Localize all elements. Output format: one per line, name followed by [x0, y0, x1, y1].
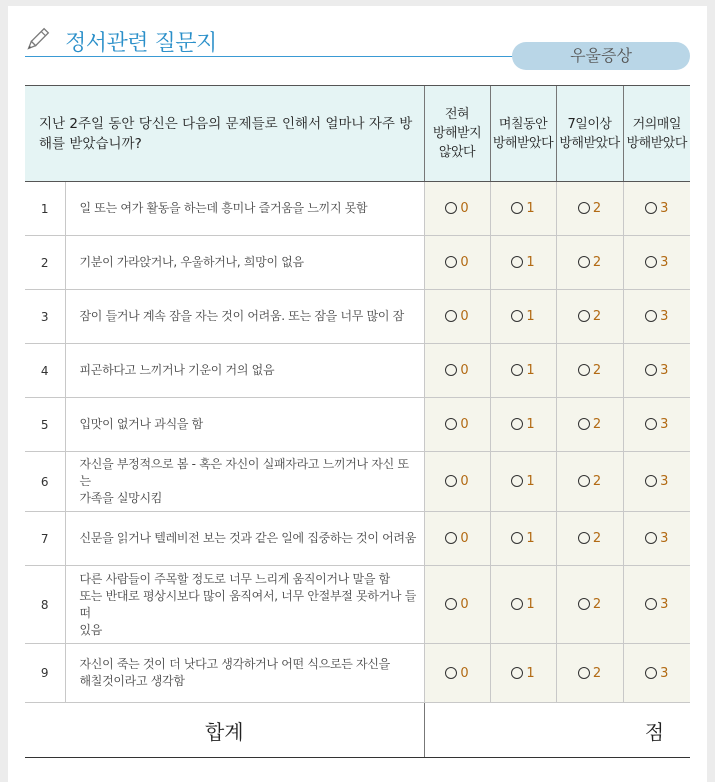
option-score: 1: [526, 531, 535, 546]
radio-circle-icon[interactable]: [578, 598, 590, 610]
option-score: 1: [526, 417, 535, 432]
question-text-line: 또는 반대로 평상시보다 많이 움직여서, 너무 안절부절 못하거나 들떠: [79, 588, 417, 620]
answer-option-0[interactable]: [424, 182, 490, 236]
question-text-line: 다른 사람들이 주목할 정도로 너무 느리게 움직이거나 말을 함: [79, 571, 390, 586]
question-text-line: 신문을 읽거나 텔레비전 보는 것과 같은 일에 집중하는 것이 어려움: [79, 531, 417, 545]
option-header-3: [623, 86, 690, 182]
radio-circle-icon[interactable]: [645, 364, 657, 376]
answer-option-2[interactable]: [556, 344, 623, 398]
question-number: 1: [25, 182, 65, 236]
option-score: 2: [592, 309, 602, 324]
option-header-line: 전혀: [444, 107, 470, 122]
radio-circle-icon[interactable]: [645, 667, 657, 679]
radio-circle-icon[interactable]: [578, 364, 590, 376]
answer-option-0[interactable]: [424, 344, 490, 398]
question-number: 8: [25, 566, 65, 644]
question-number: 9: [25, 644, 65, 703]
radio-circle-icon[interactable]: [578, 256, 590, 268]
question-number: 4: [25, 344, 65, 398]
answer-option-2[interactable]: [556, 512, 623, 566]
question-header: 지난 2주일 동안 당신은 다음의 문제들로 인해서 얼마나 자주 방해를 받았습니까?: [25, 86, 424, 182]
option-score: 0: [460, 417, 469, 432]
option-score: 1: [526, 597, 535, 612]
option-score: 2: [592, 597, 602, 612]
radio-circle-icon[interactable]: [645, 202, 657, 214]
answer-option-0[interactable]: [424, 290, 490, 344]
answer-option-1[interactable]: [490, 644, 556, 703]
radio-circle-icon[interactable]: [645, 532, 657, 544]
option-score: 3: [660, 255, 669, 270]
option-score: 2: [592, 531, 602, 546]
option-score: 0: [460, 474, 469, 489]
question-row: [25, 398, 690, 452]
option-header-line: 방해받지: [432, 126, 482, 141]
answer-option-1[interactable]: [490, 452, 556, 512]
answer-option-3[interactable]: [623, 290, 690, 344]
question-row: [25, 290, 690, 344]
radio-circle-icon[interactable]: [511, 364, 523, 376]
question-row: [25, 452, 690, 512]
option-score: 3: [660, 474, 669, 489]
answer-option-0[interactable]: [424, 398, 490, 452]
option-score: 1: [526, 255, 535, 270]
radio-circle-icon[interactable]: [511, 532, 523, 544]
option-header-0: [424, 86, 490, 182]
question-text: [65, 452, 424, 512]
radio-circle-icon[interactable]: [445, 202, 457, 214]
radio-circle-icon[interactable]: [578, 418, 590, 430]
answer-option-2[interactable]: [556, 644, 623, 703]
answer-option-1[interactable]: [490, 512, 556, 566]
answer-option-3[interactable]: [623, 182, 690, 236]
question-text-line: 일 또는 여가 활동을 하는데 흥미나 즐거움을 느끼지 못함: [79, 201, 368, 215]
question-text: [65, 398, 424, 452]
question-text-line: 잠이 들거나 계속 잠을 자는 것이 어려움. 또는 잠을 너무 많이 잠: [79, 309, 404, 323]
option-header-line: 방해받았다: [559, 135, 620, 151]
score-unit: 점: [644, 719, 665, 744]
answer-option-2[interactable]: [556, 182, 623, 236]
question-text-line: 해칠것이라고 생각함: [79, 674, 185, 688]
radio-circle-icon[interactable]: [645, 256, 657, 268]
answer-option-0[interactable]: [424, 236, 490, 290]
answer-option-3[interactable]: [623, 644, 690, 703]
question-row: [25, 566, 690, 644]
option-score: 3: [660, 201, 669, 216]
radio-circle-icon[interactable]: [511, 475, 523, 487]
question-text: [65, 236, 424, 290]
option-score: 3: [660, 531, 669, 546]
question-row: [25, 644, 690, 703]
radio-circle-icon[interactable]: [445, 310, 457, 322]
option-score: 1: [526, 474, 535, 489]
title-underline: [25, 56, 525, 57]
answer-option-2[interactable]: [556, 566, 623, 644]
question-text: [65, 512, 424, 566]
option-score: 2: [592, 665, 602, 681]
option-score: 3: [660, 597, 669, 612]
option-score: 3: [660, 363, 669, 378]
option-score: 2: [592, 255, 602, 270]
radio-circle-icon[interactable]: [578, 475, 590, 487]
radio-circle-icon[interactable]: [445, 364, 457, 376]
option-score: 0: [460, 255, 469, 270]
radio-circle-icon[interactable]: [445, 475, 457, 487]
question-text-line: 있음: [79, 622, 103, 637]
question-text-line: 가족을 실망시킴: [79, 491, 163, 505]
option-score: 3: [660, 665, 669, 681]
questionnaire-table: [25, 85, 690, 758]
option-score: 1: [526, 363, 535, 378]
option-score: 3: [660, 309, 669, 324]
option-header-line: 방해받았다: [492, 135, 554, 151]
option-header-line: 7일이상: [567, 116, 612, 132]
option-score: 1: [526, 309, 535, 324]
radio-circle-icon[interactable]: [578, 310, 590, 322]
radio-circle-icon[interactable]: [445, 598, 457, 610]
question-text-line: 자신을 부정적으로 봄 - 혹은 자신이 실패자라고 느끼거나 자신 또는: [79, 457, 409, 488]
option-score: 2: [592, 201, 602, 216]
answer-option-0[interactable]: [424, 644, 490, 703]
radio-circle-icon[interactable]: [511, 256, 523, 268]
option-header-line: 며칠동안: [498, 116, 548, 132]
total-label: 합계: [25, 703, 424, 758]
option-score: 2: [592, 363, 602, 378]
question-text: [65, 344, 424, 398]
radio-circle-icon[interactable]: [445, 532, 457, 544]
option-header-1: [490, 86, 556, 182]
question-text-line: 피곤하다고 느끼거나 기운이 거의 없음: [79, 363, 275, 377]
answer-option-0[interactable]: [424, 512, 490, 566]
option-score: 2: [592, 474, 602, 489]
answer-option-2[interactable]: [556, 452, 623, 512]
radio-circle-icon[interactable]: [445, 256, 457, 268]
option-score: 1: [526, 665, 535, 681]
answer-option-2[interactable]: [556, 290, 623, 344]
option-score: 0: [460, 201, 469, 216]
answer-option-3[interactable]: [623, 344, 690, 398]
radio-circle-icon[interactable]: [511, 310, 523, 322]
option-score: 2: [592, 417, 602, 432]
answer-option-1[interactable]: [490, 398, 556, 452]
answer-option-1[interactable]: [490, 182, 556, 236]
radio-circle-icon[interactable]: [445, 418, 457, 430]
radio-circle-icon[interactable]: [645, 418, 657, 430]
option-header-line: 않았다: [438, 145, 476, 160]
answer-option-3[interactable]: [623, 512, 690, 566]
page-header: [8, 6, 707, 86]
option-score: 1: [526, 201, 535, 216]
question-text: [65, 290, 424, 344]
answer-option-1[interactable]: [490, 236, 556, 290]
radio-circle-icon[interactable]: [645, 598, 657, 610]
questionnaire-sheet: [8, 6, 707, 782]
radio-circle-icon[interactable]: [645, 310, 657, 322]
question-text-line: 입맛이 없거나 과식을 함: [79, 417, 203, 431]
radio-circle-icon[interactable]: [511, 667, 523, 679]
question-number: 2: [25, 236, 65, 290]
radio-circle-icon[interactable]: [578, 667, 590, 679]
question-number: 6: [25, 452, 65, 512]
answer-option-0[interactable]: [424, 452, 490, 512]
pencil-icon: [24, 27, 50, 53]
question-number: 5: [25, 398, 65, 452]
option-score: 0: [460, 597, 469, 612]
question-text: [65, 644, 424, 703]
radio-circle-icon[interactable]: [511, 598, 523, 610]
option-score: 0: [460, 363, 469, 378]
radio-circle-icon[interactable]: [578, 202, 590, 214]
answer-option-0[interactable]: [424, 566, 490, 644]
option-header-line: 방해받았다: [626, 135, 687, 151]
total-row: [25, 703, 690, 758]
question-text: [65, 566, 424, 644]
radio-circle-icon[interactable]: [511, 418, 523, 430]
question-text-line: 자신이 죽는 것이 더 낫다고 생각하거나 어떤 식으로든 자신을: [79, 657, 390, 671]
answer-option-3[interactable]: [623, 566, 690, 644]
option-score: 3: [660, 417, 669, 432]
option-score: 0: [460, 309, 469, 324]
answer-option-3[interactable]: [623, 452, 690, 512]
radio-circle-icon[interactable]: [578, 532, 590, 544]
category-badge: 우울증상: [512, 42, 690, 70]
answer-option-3[interactable]: [623, 398, 690, 452]
question-row: [25, 344, 690, 398]
answer-option-1[interactable]: [490, 566, 556, 644]
question-text-line: 기분이 가라앉거나, 우울하거나, 희망이 없음: [79, 255, 304, 269]
question-number: 7: [25, 512, 65, 566]
question-row: [25, 236, 690, 290]
option-header-line: 거의매일: [632, 116, 681, 132]
answer-option-1[interactable]: [490, 290, 556, 344]
answer-option-3[interactable]: [623, 236, 690, 290]
question-number: 3: [25, 290, 65, 344]
option-score: 0: [460, 531, 469, 546]
question-text: [65, 182, 424, 236]
radio-circle-icon[interactable]: [445, 667, 457, 679]
answer-option-2[interactable]: [556, 236, 623, 290]
radio-circle-icon[interactable]: [511, 202, 523, 214]
option-header-2: [556, 86, 623, 182]
page-title: 정서관련 질문지: [65, 31, 217, 56]
option-score: 0: [460, 665, 469, 681]
total-score[interactable]: [424, 703, 690, 758]
answer-option-2[interactable]: [556, 398, 623, 452]
question-row: [25, 182, 690, 236]
question-row: [25, 512, 690, 566]
table-header-row: [25, 86, 690, 182]
answer-option-1[interactable]: [490, 344, 556, 398]
radio-circle-icon[interactable]: [645, 475, 657, 487]
